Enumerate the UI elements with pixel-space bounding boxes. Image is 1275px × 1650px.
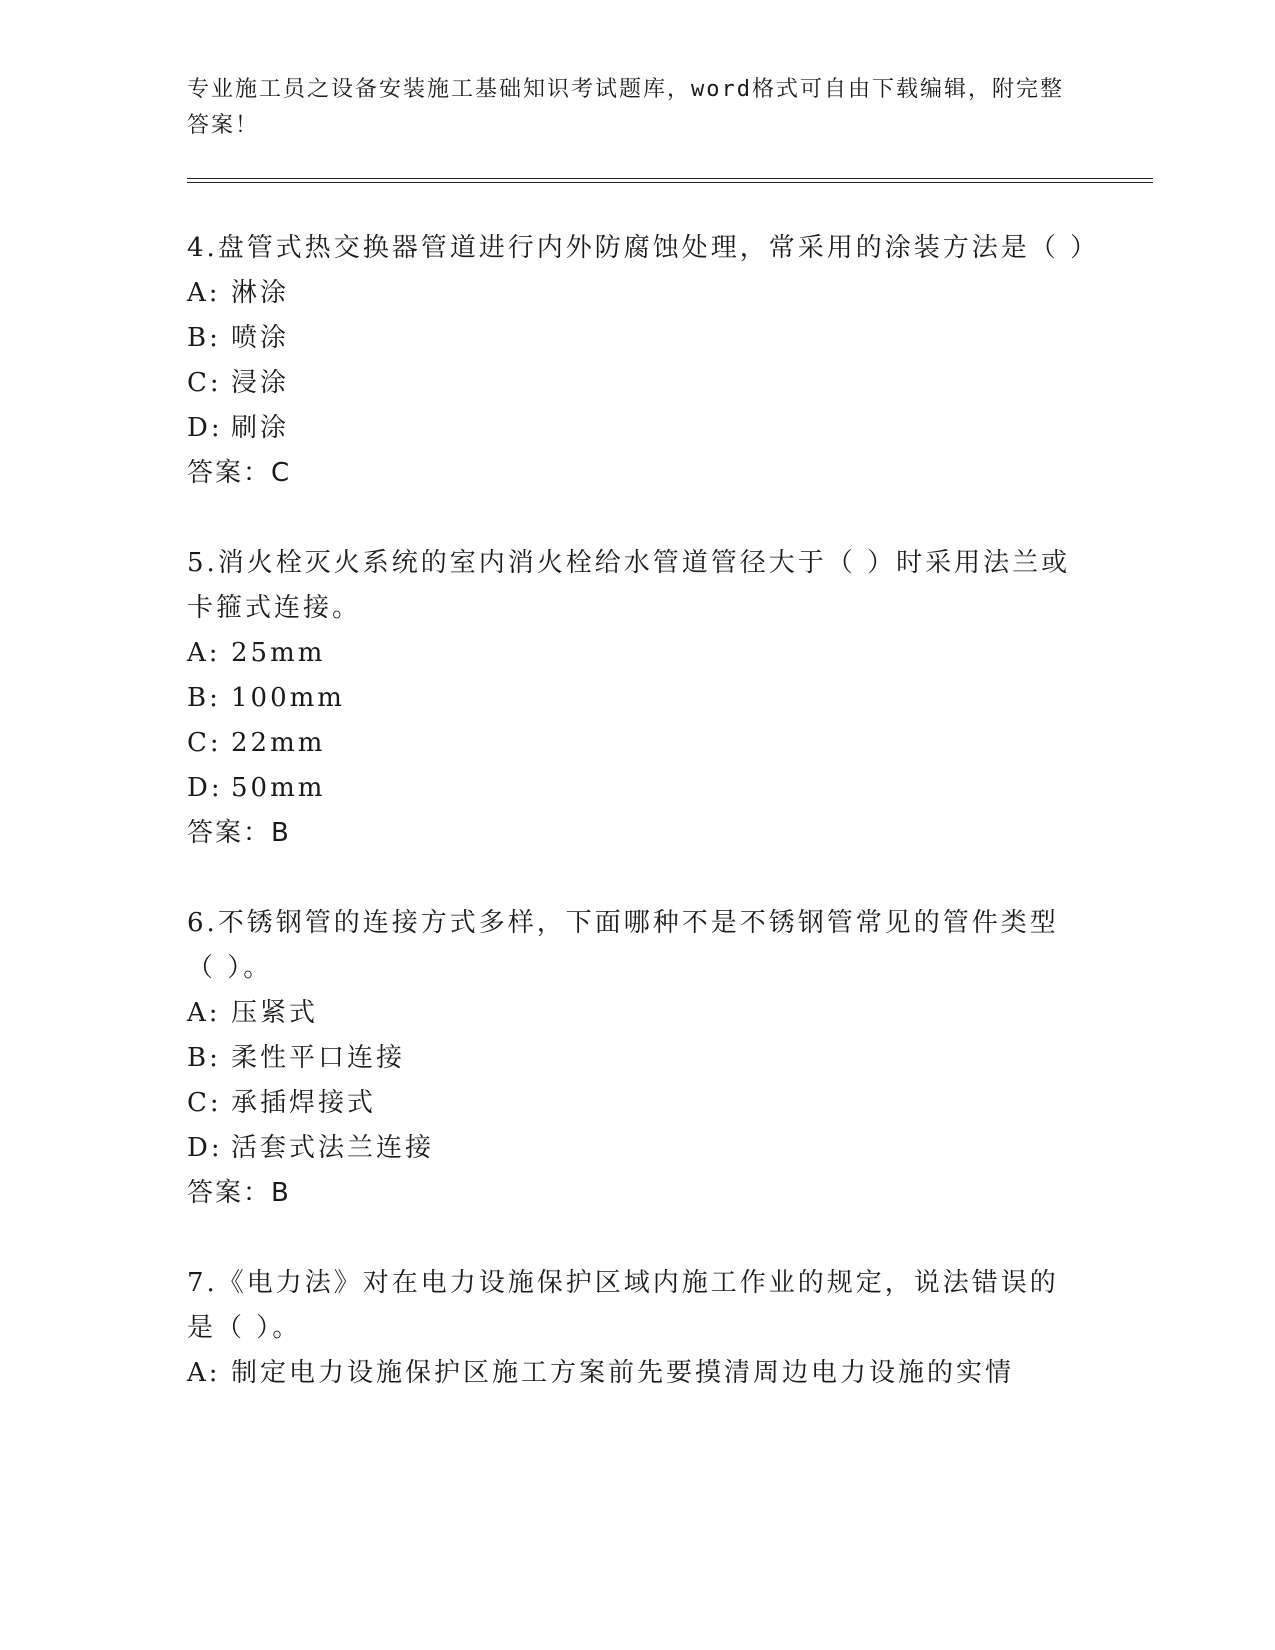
option-text: 压紧式 (231, 998, 319, 1028)
option-letter: B: (187, 323, 221, 353)
option-a (187, 631, 1087, 676)
option-d (187, 1126, 1087, 1171)
answer-line: 答案：B (187, 1178, 291, 1208)
option-text: 100mm (231, 683, 345, 713)
document-header: 专业施工员之设备安装施工基础知识考试题库，word格式可自由下载编辑，附完整答案！ (187, 77, 1064, 138)
option-letter: B: (187, 1043, 221, 1073)
option-d (187, 766, 1087, 811)
option-text: 刷涂 (231, 413, 290, 443)
option-text: 浸涂 (231, 368, 290, 398)
option-b (187, 676, 1087, 721)
answer-line: 答案：C (187, 458, 292, 488)
option-c (187, 1081, 1087, 1126)
option-letter: C: (187, 728, 222, 758)
header-divider (187, 178, 1153, 183)
option-text: 22mm (231, 728, 326, 758)
option-letter: A: (187, 638, 221, 668)
option-text: 制定电力设施保护区施工方案前先要摸清周边电力设施的实情 (231, 1358, 1015, 1388)
option-a (187, 271, 1087, 316)
question-stem: 4.盘管式热交换器管道进行内外防腐蚀处理，常采用的涂装方法是（ ） (187, 233, 1100, 263)
option-letter: A: (187, 998, 221, 1028)
option-c (187, 361, 1087, 406)
option-text: 承插焊接式 (231, 1088, 377, 1118)
option-a (187, 991, 1087, 1036)
option-letter: C: (187, 1088, 222, 1118)
question-stem: 6.不锈钢管的连接方式多样，下面哪种不是不锈钢管常见的管件类型（ ）。 (187, 908, 1059, 983)
question-6 (187, 901, 1087, 1216)
question-list (187, 226, 1100, 1441)
question-7 (187, 1261, 1087, 1396)
option-letter: C: (187, 368, 222, 398)
option-letter: D: (187, 1133, 223, 1163)
option-letter: D: (187, 773, 223, 803)
option-letter: A: (187, 278, 221, 308)
option-text: 活套式法兰连接 (231, 1133, 435, 1163)
option-b (187, 316, 1087, 361)
question-stem: 7.《电力法》对在电力设施保护区域内施工作业的规定，说法错误的是（ ）。 (187, 1268, 1059, 1343)
question-4 (187, 226, 1100, 496)
option-c (187, 721, 1087, 766)
option-text: 50mm (231, 773, 326, 803)
option-letter: D: (187, 413, 223, 443)
option-letter: A: (187, 1358, 221, 1388)
option-d (187, 406, 1087, 451)
option-text: 25mm (231, 638, 326, 668)
option-text: 喷涂 (231, 323, 290, 353)
option-letter: B: (187, 683, 221, 713)
question-stem: 5.消火栓灭火系统的室内消火栓给水管道管径大于（ ）时采用法兰或卡箍式连接。 (187, 548, 1071, 623)
option-a (187, 1351, 1087, 1396)
question-5 (187, 541, 1087, 856)
option-text: 淋涂 (231, 278, 290, 308)
option-text: 柔性平口连接 (231, 1043, 406, 1073)
option-b (187, 1036, 1087, 1081)
answer-line: 答案：B (187, 818, 291, 848)
